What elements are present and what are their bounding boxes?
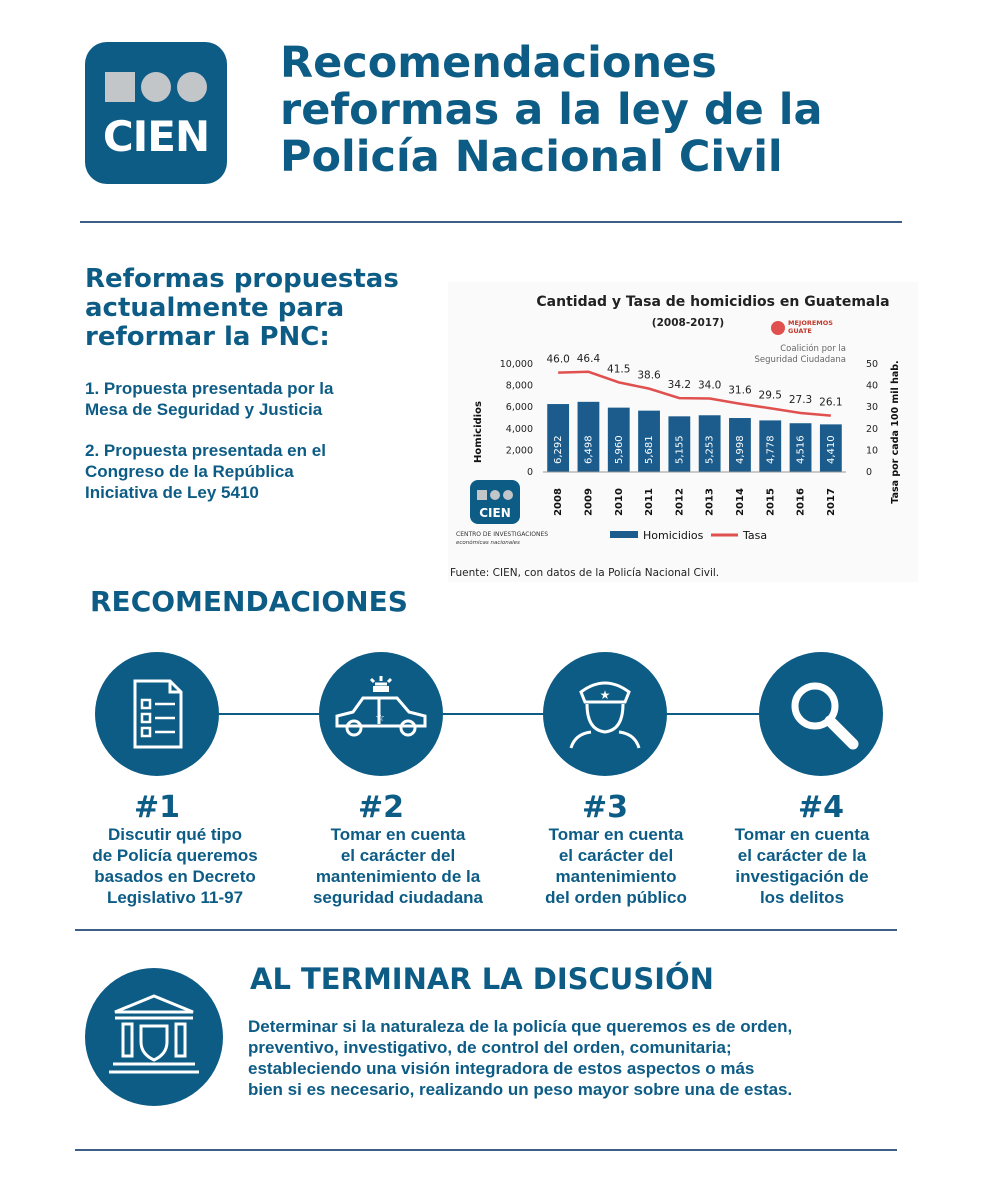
y-tick-label: 8,000 — [505, 380, 533, 392]
chart-subtitle: (2008-2017) — [651, 317, 725, 329]
bar-value-label: 5,681 — [644, 435, 656, 464]
y2-axis-label: Tasa por cada 100 mil hab. — [890, 360, 901, 504]
bar-value-label: 4,516 — [795, 435, 807, 464]
heading-line: reformar la PNC: — [85, 322, 330, 352]
legend-label: Tasa — [743, 529, 768, 542]
reform-item — [85, 440, 445, 503]
title-line: Recomendaciones — [280, 38, 717, 88]
logo-square — [477, 490, 487, 500]
x-tick-label: 2010 — [613, 488, 625, 516]
rate-value-label: 46.0 — [546, 353, 570, 366]
text-line: seguridad ciudadana — [312, 888, 484, 907]
partner-mark — [771, 321, 785, 335]
text-line: preventivo, investigativo, de control del orden, comunitaria; — [248, 1038, 732, 1057]
chart-logo — [470, 480, 520, 524]
text-line: los delitos — [759, 888, 845, 907]
coalition-text: Coalición por la — [780, 344, 846, 354]
text-line: Discutir qué tipo — [107, 825, 243, 844]
x-tick-label: 2013 — [704, 488, 716, 516]
homicide-chart — [448, 282, 918, 582]
page-title — [280, 40, 940, 181]
x-tick-label: 2014 — [734, 488, 746, 516]
conclusion-heading: AL TERMINAR LA DISCUSIÓN — [250, 962, 714, 996]
divider — [75, 1149, 897, 1151]
text-line: el carácter de la — [737, 846, 867, 865]
y2-tick-label: 20 — [866, 423, 879, 435]
y2-tick-label: 50 — [866, 359, 879, 370]
rate-value-label: 38.6 — [637, 369, 661, 382]
divider — [75, 929, 897, 931]
recommendation-text — [511, 824, 721, 908]
text-line: Tomar en cuenta — [548, 825, 684, 844]
partner-text: GUATE — [788, 327, 812, 335]
reform-item — [85, 378, 445, 420]
recommendation-text — [697, 824, 907, 908]
logo-dot — [490, 490, 500, 500]
bar-value-label: 4,998 — [734, 435, 746, 464]
y-tick-label: 2,000 — [505, 445, 533, 457]
recommendation-number: #3 — [581, 790, 628, 825]
coalition-text: Seguridad Ciudadana — [754, 355, 846, 365]
bar-value-label: 5,155 — [674, 435, 686, 464]
recommendation-number: #2 — [357, 790, 404, 825]
y-tick-label: 0 — [526, 467, 533, 478]
recommendation-icon-circle — [319, 652, 443, 776]
y-tick-label: 4,000 — [505, 423, 533, 435]
rate-value-label: 27.3 — [788, 394, 813, 407]
x-tick-label: 2017 — [825, 488, 837, 516]
reform-line: Mesa de Seguridad y Justicia — [85, 400, 323, 419]
chart-logo-caption: económicas nacionales — [456, 540, 520, 546]
text-line: de Policía queremos — [92, 846, 258, 865]
rate-value-label: 26.1 — [819, 396, 843, 409]
recommendation-icon-circle — [95, 652, 219, 776]
recommendations-heading: RECOMENDACIONES — [90, 585, 408, 618]
chart-logo-text: CIEN — [479, 506, 511, 520]
y-axis-label: Homicidios — [473, 401, 484, 463]
x-tick-label: 2016 — [795, 488, 807, 516]
recommendation-icon-circle — [759, 652, 883, 776]
title-line: reformas a la ley de la — [280, 85, 823, 135]
bar-value-label: 6,498 — [583, 435, 595, 464]
recommendation-number: #1 — [133, 790, 180, 825]
legend-swatch-homicidios — [610, 531, 638, 538]
magnifier-icon — [759, 652, 883, 776]
text-line: mantenimiento de la — [315, 867, 481, 886]
y2-tick-label: 30 — [866, 402, 879, 414]
bar-value-label: 4,410 — [825, 435, 837, 464]
legend-label: Homicidios — [643, 529, 704, 542]
logo-text: CIEN — [102, 112, 210, 161]
divider — [80, 221, 902, 223]
text-line: investigación de — [735, 867, 869, 886]
logo-dot — [141, 72, 171, 102]
y2-tick-label: 10 — [866, 445, 879, 457]
title-line: Policía Nacional Civil — [280, 132, 783, 182]
y2-tick-label: 40 — [866, 380, 879, 392]
text-line: Tomar en cuenta — [330, 825, 466, 844]
police-officer-icon — [543, 652, 667, 776]
chart-logo-caption: CENTRO DE INVESTIGACIONES — [456, 531, 549, 538]
text-line: el carácter del — [340, 846, 456, 865]
svg-text:★: ★ — [599, 688, 611, 702]
x-tick-label: 2015 — [765, 488, 777, 516]
cien-logo — [85, 42, 227, 184]
bar-value-label: 5,960 — [613, 435, 625, 464]
recommendation-text — [70, 824, 280, 908]
x-tick-label: 2012 — [674, 488, 686, 516]
recommendation-text — [293, 824, 503, 908]
y2-tick-label: 0 — [866, 467, 873, 478]
partner-text: MEJOREMOS — [788, 319, 833, 327]
courthouse-icon — [85, 968, 223, 1106]
rate-value-label: 31.6 — [728, 384, 752, 397]
conclusion-text — [248, 1016, 908, 1100]
reform-line: Congreso de la República — [85, 462, 294, 481]
svg-text:☆: ☆ — [375, 711, 385, 724]
heading-line: Reformas propuestas — [85, 264, 399, 294]
y-tick-label: 10,000 — [499, 359, 533, 370]
text-line: el carácter del — [558, 846, 674, 865]
text-line: bien si es necesario, realizando un peso mayor sobre una de estas. — [248, 1080, 793, 1099]
text-line: basados en Decreto — [94, 867, 256, 886]
text-line: Legislativo 11-97 — [106, 888, 244, 907]
reform-line: 1. Propuesta presentada por la — [85, 379, 334, 398]
logo-square — [105, 72, 135, 102]
reforms-heading — [85, 265, 445, 352]
rate-value-label: 29.5 — [758, 389, 782, 402]
bar-value-label: 4,778 — [765, 435, 777, 464]
reform-line: Iniciativa de Ley 5410 — [85, 483, 259, 502]
text-line: estableciendo una visión integradora de estos aspectos o más — [248, 1059, 755, 1078]
text-line: mantenimiento — [555, 867, 677, 886]
chart-source: Fuente: CIEN, con datos de la Policía Nacional Civil. — [450, 567, 720, 579]
x-tick-label: 2009 — [583, 488, 595, 516]
recommendation-icon-circle — [543, 652, 667, 776]
x-tick-label: 2011 — [644, 488, 656, 516]
conclusion-icon-circle — [85, 968, 223, 1106]
heading-line: actualmente para — [85, 293, 345, 323]
rate-value-label: 46.4 — [576, 352, 601, 365]
y-tick-label: 6,000 — [505, 402, 533, 414]
rate-value-label: 41.5 — [607, 363, 631, 376]
rate-value-label: 34.0 — [697, 379, 722, 392]
police-car-icon — [319, 652, 443, 776]
bar-value-label: 6,292 — [553, 435, 565, 464]
text-line: Determinar si la naturaleza de la policía que queremos es de orden, — [248, 1017, 793, 1036]
bar-value-label: 5,253 — [704, 435, 716, 464]
rate-value-label: 34.2 — [667, 379, 692, 392]
text-line: del orden público — [545, 888, 687, 907]
reform-line: 2. Propuesta presentada en el — [85, 441, 326, 460]
x-tick-label: 2008 — [553, 488, 565, 516]
logo-dot — [503, 490, 513, 500]
chart-title: Cantidad y Tasa de homicidios en Guatemala — [536, 294, 890, 310]
connector-line — [150, 713, 830, 715]
logo-dot — [177, 72, 207, 102]
text-line: Tomar en cuenta — [734, 825, 870, 844]
recommendation-number: #4 — [797, 790, 844, 825]
document-checklist-icon — [95, 652, 219, 776]
